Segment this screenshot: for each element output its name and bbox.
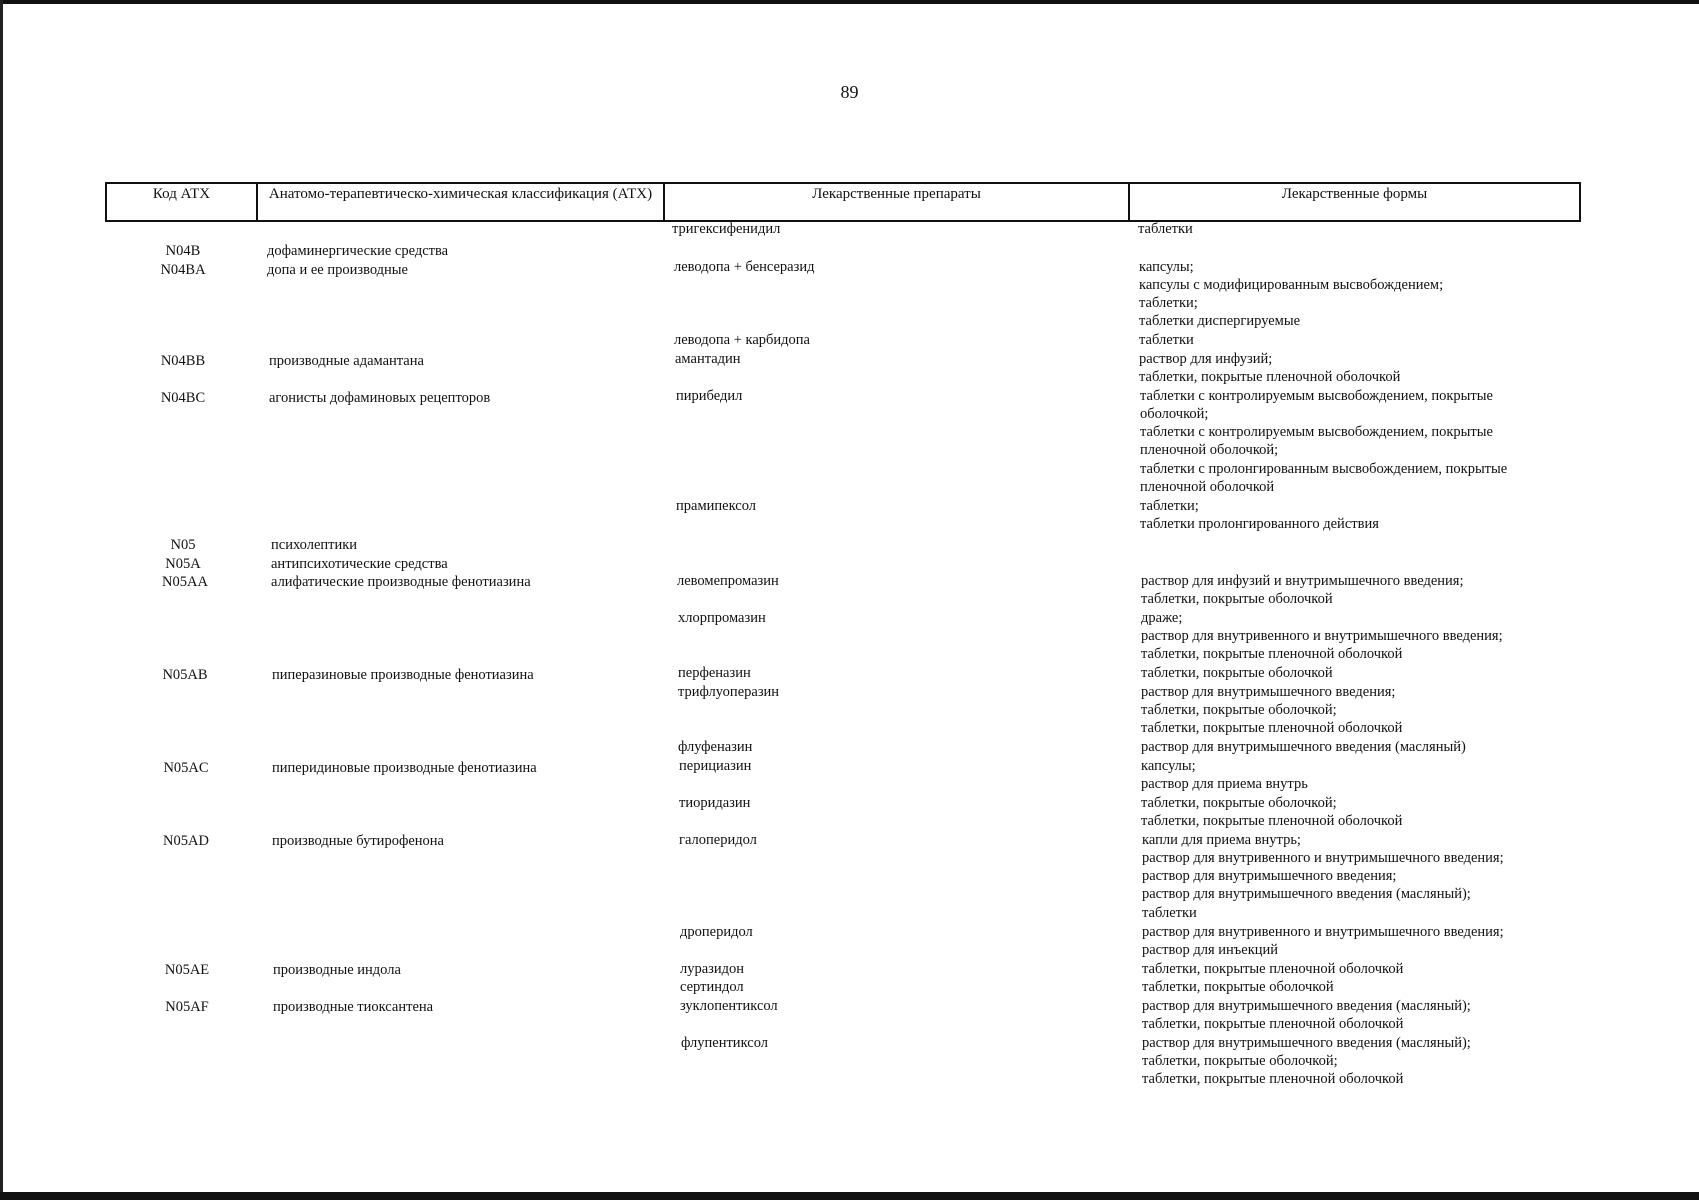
dosage-form: таблетки, покрытые пленочной оболочкой	[1141, 646, 1403, 662]
atc-code: N04B	[165, 243, 201, 259]
dosage-form: раствор для внутримышечного введения;	[1142, 868, 1397, 884]
dosage-form: капсулы;	[1141, 758, 1196, 774]
dosage-form: раствор для приема внутрь	[1141, 776, 1308, 792]
atc-classification: психолептики	[271, 537, 358, 553]
dosage-form: таблетки диспергируемые	[1139, 313, 1301, 329]
drug-name: дроперидол	[680, 924, 753, 940]
drug-name: галоперидол	[679, 832, 757, 848]
dosage-form: таблетки, покрытые оболочкой;	[1141, 702, 1337, 718]
dosage-form: таблетки	[1139, 332, 1194, 348]
dosage-form: таблетки с контролируемым высвобождением, покрытые	[1140, 424, 1493, 440]
dosage-form: таблетки;	[1139, 295, 1198, 311]
dosage-form: раствор для внутривенного и внутримышечного введения;	[1142, 924, 1504, 940]
drug-name: тригексифенидил	[672, 221, 781, 237]
drug-name: флупентиксол	[681, 1035, 768, 1051]
dosage-form: таблетки, покрытые пленочной оболочкой	[1142, 1071, 1404, 1087]
header-code: Код АТХ	[106, 183, 257, 221]
header-classification: Анатомо-терапевтическо-химическая классификация (АТХ)	[257, 183, 664, 221]
dosage-form: раствор для инфузий;	[1139, 351, 1273, 367]
atc-code: N05AF	[165, 999, 209, 1015]
dosage-form: таблетки;	[1140, 498, 1199, 514]
atc-classification: производные адамантана	[269, 353, 424, 369]
dosage-form: раствор для внутримышечного введения (масляный);	[1142, 1035, 1471, 1051]
drug-name: хлорпромазин	[678, 610, 766, 626]
dosage-form: пленочной оболочкой;	[1140, 442, 1279, 458]
atc-code: N05AC	[163, 760, 209, 776]
atc-classification: пиперазиновые производные фенотиазина	[272, 667, 534, 683]
dosage-form: таблетки, покрытые оболочкой	[1142, 979, 1334, 995]
drug-name: леводопа + карбидопа	[674, 332, 810, 348]
dosage-form: капли для приема внутрь;	[1142, 832, 1301, 848]
atc-code: N04BC	[160, 390, 206, 406]
atc-classification: производные тиоксантена	[273, 999, 434, 1015]
atc-code: N04BA	[160, 262, 206, 278]
dosage-form: капсулы;	[1139, 259, 1194, 275]
dosage-form: раствор для внутримышечного введения;	[1141, 684, 1396, 700]
dosage-form: таблетки, покрытые оболочкой	[1141, 591, 1333, 607]
atc-classification: пиперидиновые производные фенотиазина	[272, 760, 537, 776]
atc-code: N05	[170, 537, 196, 553]
dosage-form: таблетки	[1142, 905, 1197, 921]
dosage-form: таблетки, покрытые пленочной оболочкой	[1142, 1016, 1404, 1032]
drug-name: амантадин	[675, 351, 741, 367]
dosage-form: таблетки, покрытые оболочкой;	[1142, 1053, 1338, 1069]
drug-name: леводопа + бенсеразид	[674, 259, 815, 275]
atc-classification: производные бутирофенона	[272, 833, 444, 849]
dosage-form: раствор для внутривенного и внутримышечного введения;	[1141, 628, 1503, 644]
drug-name: перициазин	[679, 758, 752, 774]
drug-name: тиоридазин	[679, 795, 751, 811]
atc-code: N04BB	[160, 353, 206, 369]
dosage-form: пленочной оболочкой	[1140, 479, 1275, 495]
dosage-form: раствор для инъекций	[1142, 942, 1279, 958]
header-drugs: Лекарственные препараты	[664, 183, 1129, 221]
drug-name: флуфеназин	[678, 739, 753, 755]
atc-code: N05AB	[162, 667, 208, 683]
dosage-form: раствор для внутримышечного введения (масляный);	[1142, 998, 1471, 1014]
dosage-form: таблетки, покрытые пленочной оболочкой	[1139, 369, 1401, 385]
dosage-form: таблетки, покрытые оболочкой;	[1141, 795, 1337, 811]
atc-classification: дофаминергические средства	[267, 243, 449, 259]
header-forms: Лекарственные формы	[1129, 183, 1580, 221]
drug-name: луразидон	[680, 961, 745, 977]
dosage-form: таблетки, покрытые пленочной оболочкой	[1141, 720, 1403, 736]
drug-name: пирибедил	[676, 388, 743, 404]
atc-code: N05AA	[162, 574, 208, 590]
dosage-form: раствор для инфузий и внутримышечного введения;	[1141, 573, 1464, 589]
drug-name: левомепромазин	[677, 573, 779, 589]
dosage-form: раствор для внутримышечного введения (масляный);	[1142, 886, 1471, 902]
drug-name: зуклопентиксол	[680, 998, 778, 1014]
dosage-form: таблетки с контролируемым высвобождением, покрытые	[1140, 388, 1493, 404]
dosage-form: капсулы с модифицированным высвобождением;	[1139, 277, 1444, 293]
drug-name: сертиндол	[680, 979, 744, 995]
drug-name: перфеназин	[678, 665, 751, 681]
dosage-form: таблетки пролонгированного действия	[1140, 516, 1379, 532]
dosage-form: таблетки с пролонгированным высвобождением, покрытые	[1140, 461, 1508, 477]
atc-classification: допа и ее производные	[267, 262, 408, 278]
drug-name: трифлуоперазин	[678, 684, 780, 700]
atc-code: N05AE	[164, 962, 210, 978]
dosage-form: таблетки, покрытые оболочкой	[1141, 665, 1333, 681]
dosage-form: таблетки, покрытые пленочной оболочкой	[1141, 813, 1403, 829]
dosage-form: драже;	[1141, 610, 1183, 626]
atc-code: N05A	[165, 556, 201, 572]
drug-name: прамипексол	[676, 498, 756, 514]
dosage-form: оболочкой;	[1140, 406, 1209, 422]
dosage-form: раствор для внутримышечного введения (масляный)	[1141, 739, 1466, 755]
dosage-form: раствор для внутривенного и внутримышечного введения;	[1142, 850, 1504, 866]
dosage-form: таблетки	[1138, 221, 1193, 237]
atc-classification: алифатические производные фенотиазина	[271, 574, 531, 590]
atc-classification: агонисты дофаминовых рецепторов	[269, 390, 491, 406]
dosage-form: таблетки, покрытые пленочной оболочкой	[1142, 961, 1404, 977]
page-number: 89	[840, 82, 859, 102]
atc-code: N05AD	[163, 833, 209, 849]
atc-classification: производные индола	[273, 962, 401, 978]
atc-classification: антипсихотические средства	[271, 556, 448, 572]
